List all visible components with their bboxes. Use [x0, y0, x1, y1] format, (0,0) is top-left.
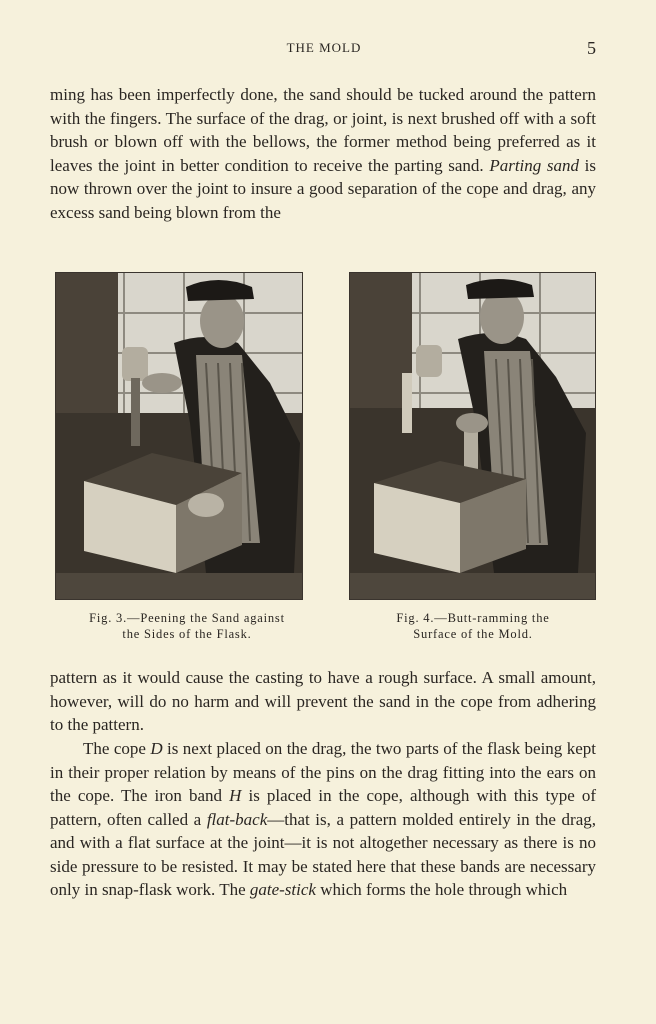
italic-term-gate-stick: gate-stick — [249, 880, 316, 899]
paragraph-3-text-1: The cope — [83, 739, 151, 758]
figure-4-photo — [349, 272, 596, 600]
paragraph-3-text-4: —that is, a pattern molded entirely in the drag, and with a flat surface at the joint—it is not altogether necessary as there is no side pressure to be resisted. It may be stated here that these bands are necessary only in snap-flask work. The — [50, 809, 597, 899]
paragraph-3-text-2: is next placed on the drag, the two parts of the flask being kept in their proper relation by means of the pins on the drag fitting into the ears on the cope. The iron band — [50, 739, 596, 805]
figure-4-photo-graphic — [350, 273, 595, 599]
paragraph-3-text-5: which forms the hole through which — [315, 880, 568, 899]
paragraph-3-text-3: is placed in the cope, although with this type of pattern, often called a — [50, 786, 596, 829]
figure-3-caption-line-2: the Sides of the Flask. — [122, 627, 252, 641]
paragraph-1-text-a: ming has been imperfectly done, the sand should be tucked around the pattern with the fingers. The surface of the drag, or joint, is next brushed off with a soft brush or blown off with the bellows, the former method being preferred as it leaves the joint in better condition to receive the parting sand. — [50, 85, 596, 175]
italic-term-parting-sand: Parting sand — [489, 155, 580, 175]
running-title: THE MOLD — [286, 40, 362, 55]
figure-4-caption-line-2: Surface of the Mold. — [413, 627, 533, 641]
italic-letter-d: D — [150, 739, 163, 758]
italic-letter-h: H — [229, 786, 242, 805]
figure-4-caption — [350, 610, 596, 642]
figure-3-caption-line-1: Fig. 3.—Peening the Sand against — [89, 611, 285, 625]
figure-3-photo — [55, 272, 303, 600]
page-number: 5 — [587, 38, 596, 58]
figure-4-caption-line-1: Fig. 4.—Butt-ramming the — [396, 611, 550, 625]
figure-3-photo-graphic — [56, 273, 302, 599]
paragraph-1 — [50, 83, 596, 224]
paragraph-2: pattern as it would cause the casting to have a rough surface. A small amount, however, will do no harm and will prevent the sand in the cope from adhering to the pattern. — [50, 668, 596, 734]
italic-term-flat-back: flat-back — [206, 809, 268, 829]
paragraph-3 — [50, 737, 596, 902]
page-header — [50, 38, 598, 60]
paragraph-1-text-b: is now thrown over the joint to insure a good separation of the cope and drag, any excess sand being blown from the — [50, 155, 597, 222]
figure-3-caption — [50, 610, 324, 642]
